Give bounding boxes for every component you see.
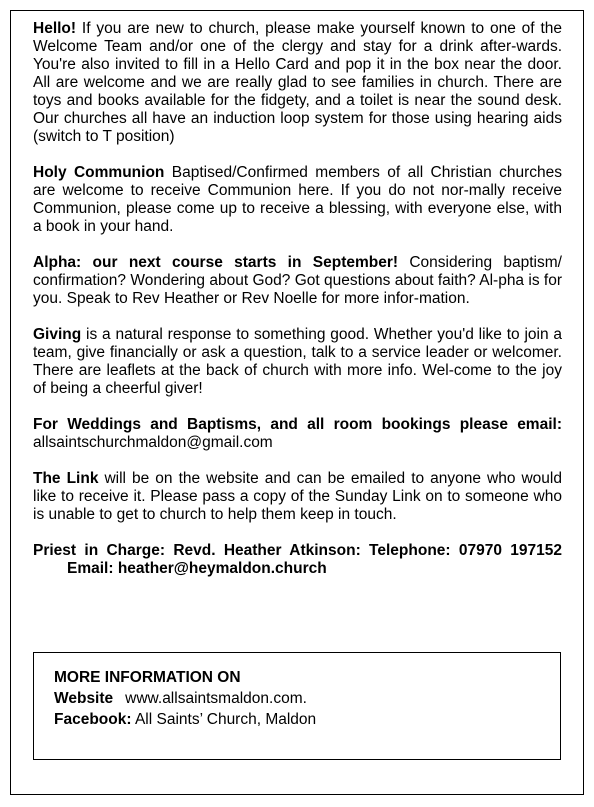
link-text: will be on the website and can be emailed to anyone who would like to receive it. Please pass a copy of the Sunday Link on to someone who is unable to get to church to help them keep in touch. [33,470,562,523]
website-link[interactable]: www.allsaintsmaldon.com. [125,690,307,707]
facebook-label: Facebook: [54,711,132,728]
facebook-line [54,709,560,730]
giving-heading: Giving [33,326,82,343]
alpha-paragraph [33,254,562,308]
communion-heading: Holy Communion [33,164,165,181]
link-heading: The Link [33,470,99,487]
alpha-heading: Alpha: our next course starts in September! [33,254,399,271]
link-paragraph [33,470,562,524]
facebook-link[interactable]: All Saints’ Church, Maldon [131,711,317,728]
more-info-heading: MORE INFORMATION ON [54,669,241,686]
priest-email[interactable]: Email: heather@heymaldon.church [67,560,327,577]
welcome-heading: Hello! [33,20,77,37]
website-line [54,688,560,709]
communion-paragraph [33,164,562,236]
notices-content [33,20,562,596]
website-label: Website [54,690,114,707]
communion-text: Baptised/Confirmed members of all Christian churches are welcome to receive Communion here. If you do not nor-mally receive Communion, please come up to receive a blessing, with everyone else, with a book in your hand. [33,164,562,235]
more-info-heading-line [54,667,560,688]
more-info-box [33,652,561,760]
bookings-email[interactable]: allsaintschurchmaldon@gmail.com [33,434,273,451]
priest-contact: Priest in Charge: Revd. Heather Atkinson: Telephone: 07970 197152 [33,542,562,559]
bookings-paragraph [33,416,562,452]
giving-paragraph [33,326,562,398]
welcome-paragraph [33,20,562,146]
giving-text: is a natural response to something good. Whether you'd like to join a team, give financially or ask a question, talk to a service leader or welcomer. There are leaflets at the back of church with more info. Wel-come to the joy of being a cheerful giver! [33,326,562,397]
bookings-heading: For Weddings and Baptisms, and all room bookings please email: [33,416,562,433]
alpha-text: Considering baptism/ confirmation? Wondering about God? Got questions about faith? Al-pha is for you. Speak to Rev Heather or Rev Noelle for more infor-mation. [33,254,562,307]
priest-paragraph [33,542,562,578]
welcome-text: If you are new to church, please make yourself known to one of the Welcome Team and/or one of the clergy and stay for a drink after-wards. You're also invited to fill in a Hello Card and pop it in the box near the door. All are welcome and we are really glad to see families in church. There are toys and books available for the fidgety, and a toilet is near the sound desk. Our churches all have an induction loop system for those using hearing aids (switch to T position) [33,20,562,145]
